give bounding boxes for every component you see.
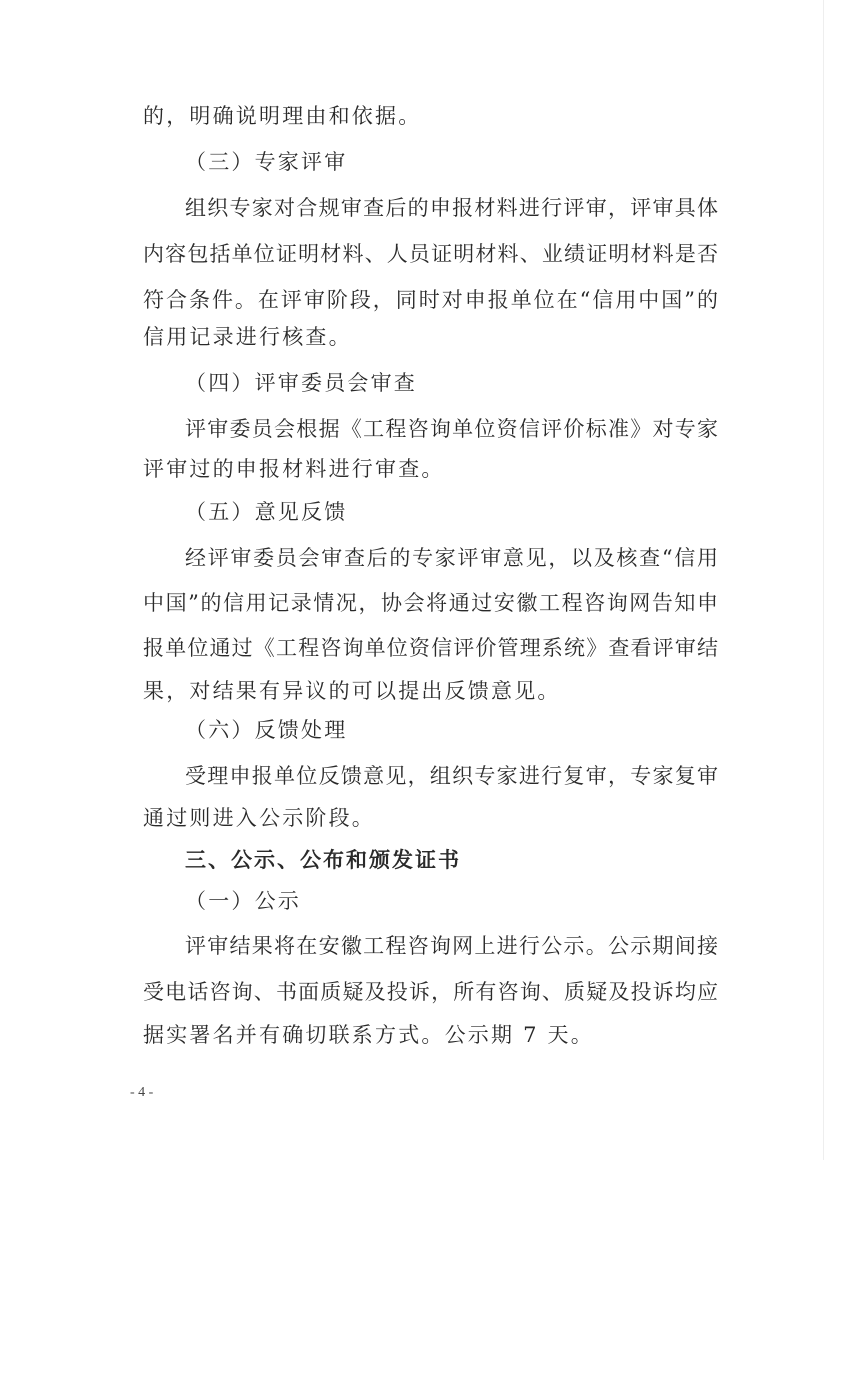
body-text-line: 中国”的信用记录情况，协会将通过安徽工程咨询网告知申 — [143, 591, 718, 615]
body-text-line: 受电话咨询、书面质疑及投诉，所有咨询、质疑及投诉均应 — [143, 980, 718, 1004]
body-text-line: 符合条件。在评审阶段，同时对申报单位在“信用中国”的 — [143, 288, 718, 312]
body-text-line: 评审结果将在安徽工程咨询网上进行公示。公示期间接 — [185, 934, 718, 958]
body-text-line: 据实署名并有确切联系方式。公示期 7 天。 — [143, 1023, 594, 1047]
section-heading-4: （四）评审委员会审查 — [185, 371, 417, 395]
section-heading-6: （六）反馈处理 — [185, 718, 348, 742]
body-text-line: 报单位通过《工程咨询单位资信评价管理系统》查看评审结 — [143, 636, 718, 660]
body-text-line: 通过则进入公示阶段。 — [143, 806, 375, 830]
body-text-line: 评审委员会根据《工程咨询单位资信评价标准》对专家 — [185, 417, 718, 441]
section-heading-3: （三）专家评审 — [185, 150, 348, 174]
body-text-line: 组织专家对合规审查后的申报材料进行评审，评审具体 — [185, 196, 718, 220]
body-text-line: 内容包括单位证明材料、人员证明材料、业绩证明材料是否 — [143, 242, 718, 266]
page-number: - 4 - — [130, 1085, 154, 1100]
body-text-line: 的，明确说明理由和依据。 — [143, 104, 422, 128]
chapter-heading: 三、公示、公布和颁发证书 — [185, 848, 461, 872]
section-heading-1: （一）公示 — [185, 889, 301, 913]
body-text-line: 果，对结果有异议的可以提出反馈意见。 — [143, 679, 561, 703]
scan-edge-divider — [823, 0, 824, 1160]
body-text-line: 信用记录进行核查。 — [143, 325, 352, 349]
body-text-line: 经评审委员会审查后的专家评审意见，以及核查“信用 — [185, 546, 718, 570]
body-text-line: 受理申报单位反馈意见，组织专家进行复审，专家复审 — [185, 764, 718, 788]
section-heading-5: （五）意见反馈 — [185, 500, 348, 524]
body-text-line: 评审过的申报材料进行审查。 — [143, 457, 445, 481]
